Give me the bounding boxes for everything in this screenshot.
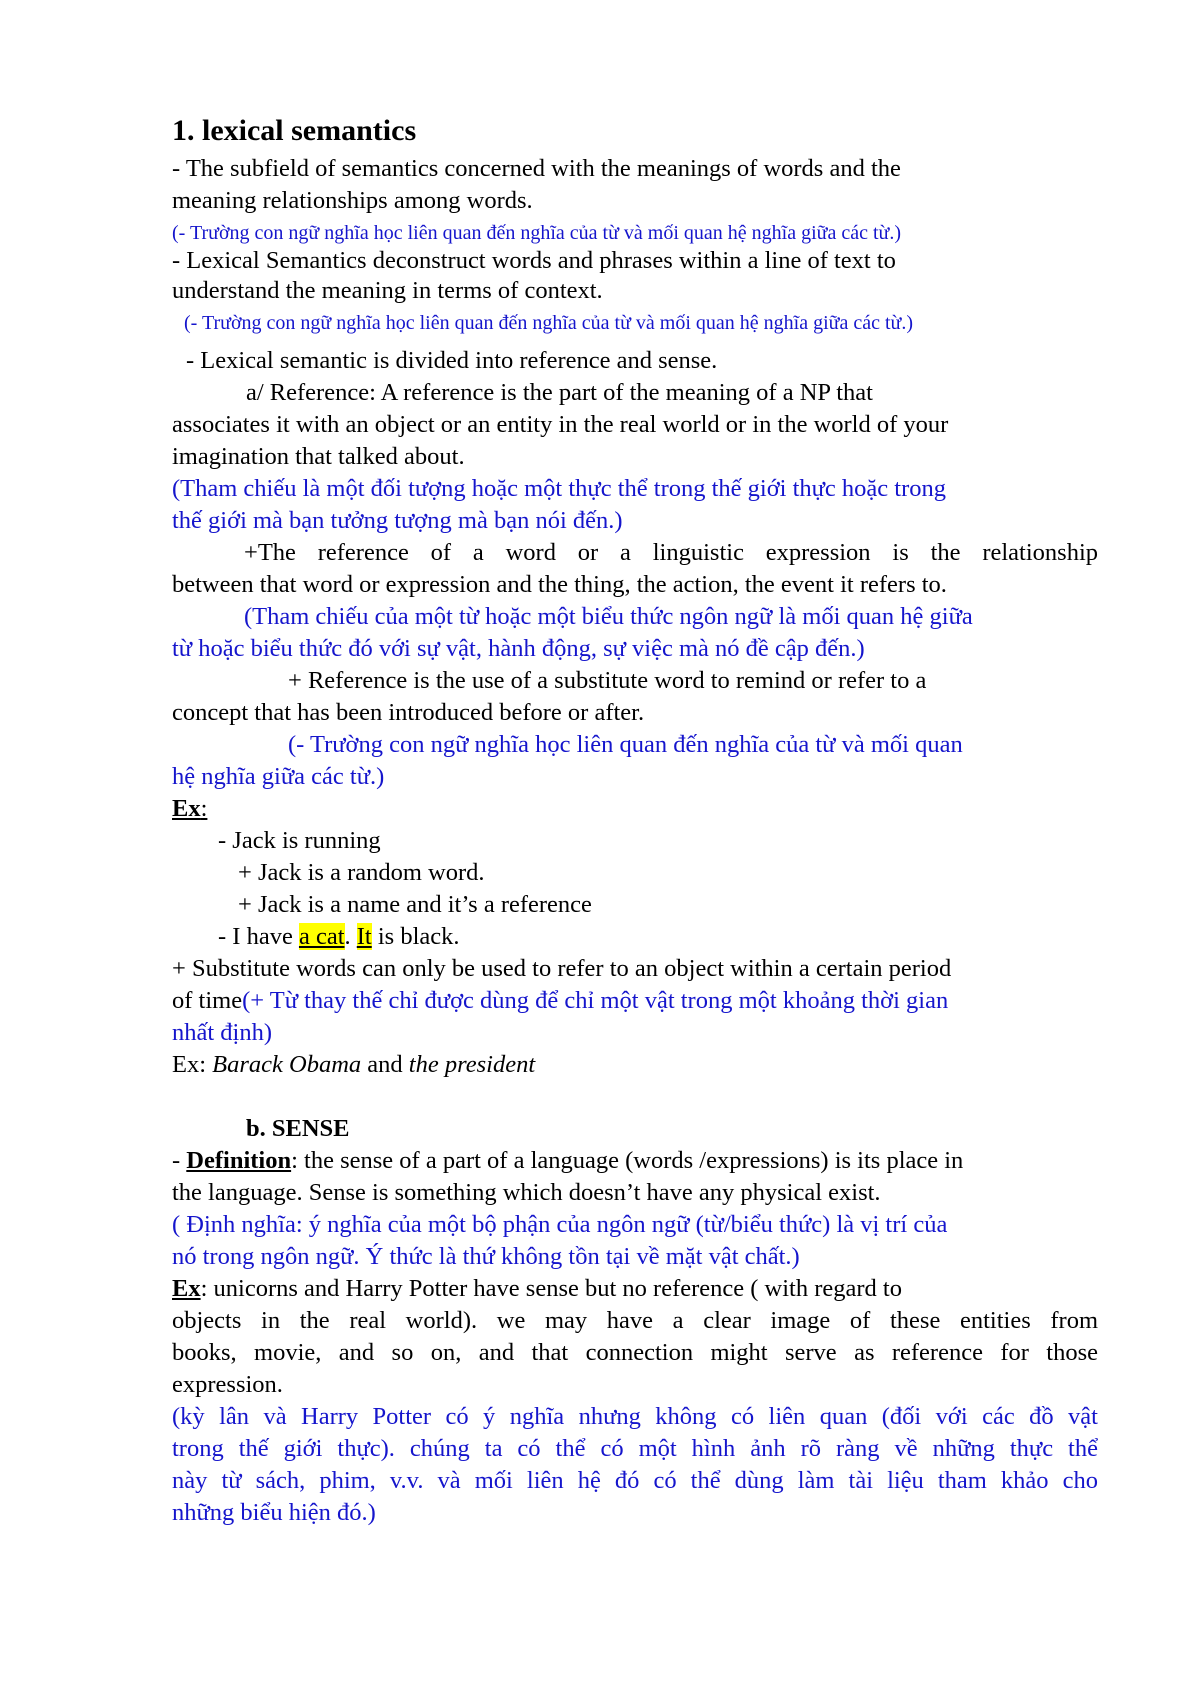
sense-ex-vi-line-3: này từ sách, phim, v.v. và mối liên hệ đó có thể dùng làm tài liệu tham khảo cho <box>172 1467 1098 1494</box>
sense-ex-text: : unicorns and Harry Potter have sense but no reference ( with regard to <box>200 1275 902 1302</box>
substitute-en-tail: of time <box>172 987 243 1014</box>
reference-def-vi-line-1: (Tham chiếu là một đối tượng hoặc một thực thể trong thế giới thực hoặc trong <box>172 475 947 502</box>
sense-ex-line-3: books, movie, and so on, and that connection might serve as reference for those <box>172 1339 1098 1366</box>
section-title: 1. lexical semantics <box>172 114 417 147</box>
sense-ex-vi-line-1: (kỳ lân và Harry Potter có ý nghĩa nhưng không có liên quan (đối với các đồ vật <box>172 1403 1098 1430</box>
sense-def-vi-line-2: nó trong ngôn ngữ. Ý thức là thứ không tồn tại về mặt vật chất.) <box>172 1243 800 1270</box>
example-cat-line <box>218 922 460 952</box>
example-cat-mid: . <box>344 923 357 950</box>
reference-use-line-2: concept that has been introduced before or after. <box>172 699 645 726</box>
sense-ex-label: Ex <box>172 1275 201 1302</box>
deconstruct-en-line-2: understand the meaning in terms of context. <box>172 277 603 304</box>
sense-ex-vi-line-4: những biểu hiện đó.) <box>172 1499 376 1526</box>
reference-use-vi-line-1: (- Trường con ngữ nghĩa học liên quan đến nghĩa của từ và mối quan <box>288 731 963 758</box>
deconstruct-vi: (- Trường con ngữ nghĩa học liên quan đến nghĩa của từ và mối quan hệ nghĩa giữa các từ.) <box>184 312 914 334</box>
deconstruct-en-line-1: - Lexical Semantics deconstruct words and phrases within a line of text to <box>172 247 896 274</box>
sense-ex-vi-line-2: trong thế giới thực). chúng ta có thể có một hình ảnh rõ ràng về những thực thể <box>172 1435 1098 1462</box>
example-jack-random: + Jack is a random word. <box>238 859 485 886</box>
substitute-line-2 <box>172 986 948 1016</box>
definition-en-line-2: meaning relationships among words. <box>172 187 533 214</box>
example-obama-prefix: Ex: <box>172 1051 213 1078</box>
sense-def-line-1 <box>172 1146 963 1176</box>
reference-use-line-1: + Reference is the use of a substitute word to remind or refer to a <box>288 667 927 694</box>
divided-statement: - Lexical semantic is divided into reference and sense. <box>186 347 718 374</box>
sense-def-line-2: the language. Sense is something which doesn’t have any physical exist. <box>172 1179 881 1206</box>
reference-relation-vi-line-1: (Tham chiếu của một từ hoặc một biểu thức ngôn ngữ là mối quan hệ giữa <box>244 603 973 630</box>
example-jack-name: + Jack is a name and it’s a reference <box>238 891 592 918</box>
example-label: Ex <box>172 795 201 822</box>
sense-ex-line-4: expression. <box>172 1371 283 1398</box>
reference-use-vi-line-2: hệ nghĩa giữa các từ.) <box>172 763 385 790</box>
sense-def-dash: - <box>172 1147 187 1174</box>
example-cat-prefix: - I have <box>218 923 299 950</box>
sense-def-text: : the sense of a part of a language (words /expressions) is its place in <box>291 1147 964 1174</box>
definition-vi: (- Trường con ngữ nghĩa học liên quan đến nghĩa của từ và mối quan hệ nghĩa giữa các từ.) <box>172 222 902 244</box>
reference-def-line-3: imagination that talked about. <box>172 443 465 470</box>
highlight-it: It <box>356 923 372 950</box>
sense-def-label: Definition <box>186 1147 292 1174</box>
reference-def-vi-line-2: thế giới mà bạn tưởng tượng mà bạn nói đến.) <box>172 507 623 534</box>
example-obama-name: Barack Obama <box>212 1051 362 1078</box>
example-obama-and: and <box>361 1051 409 1078</box>
example-obama-president: the president <box>408 1051 536 1078</box>
reference-relation-line-2: between that word or expression and the thing, the action, the event it refers to. <box>172 571 947 598</box>
highlight-a-cat: a cat <box>298 923 345 950</box>
sense-ex-line-1 <box>172 1274 902 1304</box>
definition-en-line-1: - The subfield of semantics concerned with the meanings of words and the <box>172 155 901 182</box>
example-cat-suffix: is black. <box>371 923 460 950</box>
sense-heading: b. SENSE <box>246 1115 350 1142</box>
reference-relation-line-1: +The reference of a word or a linguistic expression is the relationship <box>244 539 1098 566</box>
reference-def-line-1: a/ Reference: A reference is the part of the meaning of a NP that <box>246 379 873 406</box>
substitute-vi-line-2: nhất định) <box>172 1019 273 1046</box>
substitute-line-1: + Substitute words can only be used to refer to an object within a certain period <box>172 955 952 982</box>
example-jack-running: - Jack is running <box>218 827 381 854</box>
example-obama-line <box>172 1050 535 1080</box>
reference-relation-vi-line-2: từ hoặc biểu thức đó với sự vật, hành động, sự việc mà nó đề cập đến.) <box>172 635 865 662</box>
reference-def-line-2: associates it with an object or an entity in the real world or in the world of your <box>172 411 949 438</box>
substitute-vi-line-1: (+ Từ thay thế chỉ được dùng để chỉ một vật trong một khoảng thời gian <box>242 987 949 1014</box>
sense-def-vi-line-1: ( Định nghĩa: ý nghĩa của một bộ phận của ngôn ngữ (từ/biểu thức) là vị trí của <box>172 1211 948 1238</box>
example-colon: : <box>200 795 208 822</box>
example-label-line <box>172 794 207 824</box>
sense-ex-line-2: objects in the real world). we may have a clear image of these entities from <box>172 1307 1098 1334</box>
